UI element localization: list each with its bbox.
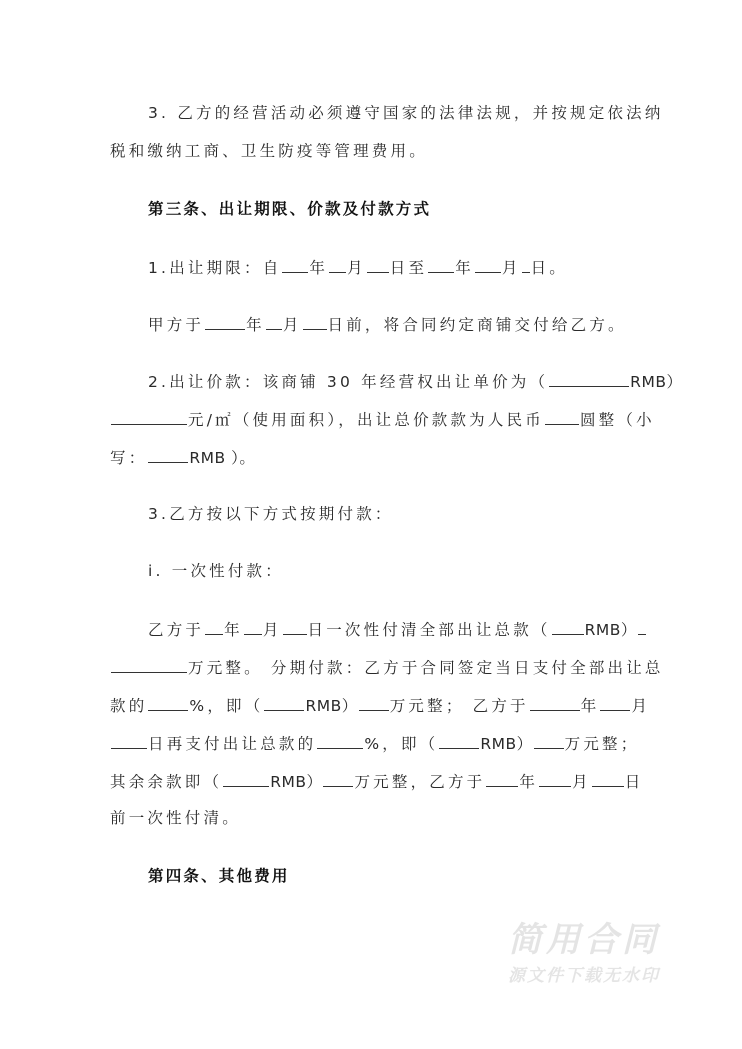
blank-field[interactable] — [530, 694, 580, 711]
payment-option-lump-sum — [148, 561, 284, 581]
text: 日至 — [389, 259, 428, 277]
text: RMB） — [480, 735, 533, 753]
blank-field[interactable] — [111, 732, 147, 749]
price-line-2 — [110, 408, 655, 430]
text: 日前，将合同约定商铺交付给乙方。 — [327, 316, 627, 334]
heading-text: 第四条、其他费用 — [148, 866, 290, 885]
blank-field[interactable] — [486, 770, 518, 787]
text: 年 — [519, 773, 539, 791]
text: 日。 — [530, 259, 569, 277]
payment-line-3 — [110, 694, 650, 716]
watermark-main-text: 简用合同 — [508, 920, 660, 960]
text: 月 — [262, 621, 282, 639]
heading-text: 第三条、出让期限、价款及付款方式 — [148, 199, 432, 218]
blank-field[interactable] — [359, 694, 389, 711]
blank-field[interactable] — [549, 370, 629, 387]
watermark — [508, 918, 718, 988]
blank-field[interactable] — [303, 313, 327, 330]
text: 月 — [282, 316, 302, 334]
text: 万元整； 乙方于 — [389, 697, 529, 715]
payment-intro — [148, 504, 394, 524]
blank-field[interactable] — [592, 770, 624, 787]
payment-line-4 — [110, 732, 639, 754]
blank-field[interactable] — [428, 256, 454, 273]
blank-field[interactable] — [317, 732, 363, 749]
text: RMB） — [584, 621, 637, 639]
text: 元/㎡（使用面积），出让总价款款为人民币 — [188, 411, 544, 429]
text: RMB） — [270, 773, 323, 791]
blank-field[interactable] — [266, 313, 282, 330]
text: i. 一次性付款： — [148, 562, 284, 580]
text: 年 — [580, 697, 600, 715]
blank-field[interactable] — [439, 732, 479, 749]
text: 前一次性付清。 — [110, 809, 241, 827]
blank-field[interactable] — [148, 694, 188, 711]
payment-line-5 — [110, 770, 644, 792]
text: 3.乙方按以下方式按期付款： — [148, 505, 394, 523]
clause-3-line-1 — [148, 103, 664, 123]
price-line-1 — [148, 370, 682, 392]
text: 日一次性付清全部出让总款（ — [307, 621, 551, 639]
text: 税和缴纳工商、卫生防疫等管理费用。 — [110, 142, 428, 160]
article-3-heading — [148, 199, 431, 219]
blank-field[interactable] — [223, 770, 269, 787]
blank-field[interactable] — [283, 618, 307, 635]
blank-field[interactable] — [638, 618, 646, 635]
text: 万元整； — [564, 735, 640, 753]
blank-field[interactable] — [552, 618, 584, 635]
blank-field[interactable] — [367, 256, 389, 273]
blank-field[interactable] — [545, 408, 579, 425]
text: 年 — [455, 259, 474, 277]
text: 月 — [631, 697, 651, 715]
text: 年 — [246, 316, 265, 334]
text: %，即（ — [364, 735, 439, 753]
blank-field[interactable] — [329, 256, 346, 273]
text: RMB ）。 — [189, 449, 256, 467]
text: 1.出让期限：自 — [148, 259, 282, 277]
price-line-3 — [110, 446, 255, 468]
text: RMB） — [630, 373, 683, 391]
text: 年 — [309, 259, 329, 277]
blank-field[interactable] — [282, 256, 308, 273]
text: 万元整。 分期付款：乙方于合同签定当日支付全部出让总 — [188, 659, 664, 677]
text: 写： — [110, 449, 148, 467]
blank-field[interactable] — [323, 770, 353, 787]
blank-field[interactable] — [111, 656, 187, 673]
article-4-heading — [148, 866, 290, 886]
text: 2.出让价款：该商铺 30 年经营权出让单价为（ — [148, 373, 549, 391]
text: 月 — [347, 259, 366, 277]
blank-field[interactable] — [264, 694, 304, 711]
blank-field[interactable] — [534, 732, 564, 749]
text: %，即（ — [189, 697, 264, 715]
text: 3. 乙方的经营活动必须遵守国家的法律法规，并按规定依法纳 — [148, 104, 664, 122]
text: 月 — [572, 773, 591, 791]
text: 甲方于 — [148, 316, 205, 334]
blank-field[interactable] — [539, 770, 571, 787]
payment-line-2 — [110, 656, 664, 678]
blank-field[interactable] — [205, 313, 245, 330]
text: 年 — [224, 621, 243, 639]
blank-field[interactable] — [475, 256, 501, 273]
delivery-line — [148, 313, 627, 335]
blank-field[interactable] — [600, 694, 630, 711]
text: 款的 — [110, 697, 148, 715]
text: 万元整，乙方于 — [354, 773, 486, 791]
text: 月 — [501, 259, 521, 277]
text: 乙方于 — [148, 621, 205, 639]
clause-3-line-2 — [110, 141, 428, 161]
payment-line-1 — [148, 618, 647, 640]
text: 其余余款即（ — [110, 773, 223, 791]
blank-field[interactable] — [244, 618, 262, 635]
text: 日 — [624, 773, 644, 791]
watermark-sub-text: 源文件下载无水印 — [508, 966, 660, 986]
blank-field[interactable] — [111, 408, 187, 425]
text: 日再支付出让总款的 — [148, 735, 317, 753]
text: RMB） — [305, 697, 358, 715]
blank-field[interactable] — [205, 618, 223, 635]
text: 圆整（小 — [579, 411, 655, 429]
payment-line-6 — [110, 808, 241, 828]
term-line — [148, 256, 568, 278]
blank-field[interactable] — [148, 446, 188, 463]
blank-field[interactable] — [522, 256, 530, 273]
